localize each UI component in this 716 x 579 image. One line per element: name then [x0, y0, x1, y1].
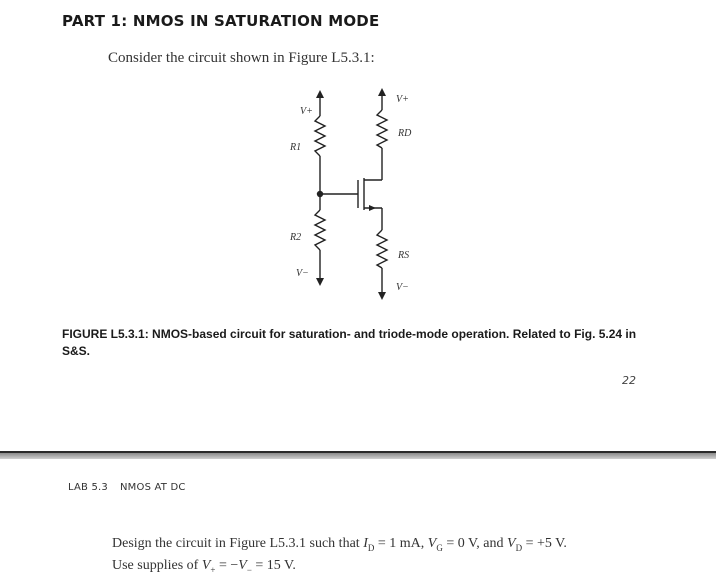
- r1-label: R1: [290, 142, 302, 153]
- design-line-1: Design the circuit in Figure L5.3.1 such that $I_D = 1$ mA, $V_G = 0$ V, and $V_D = +5$ V.: [112, 536, 567, 553]
- v-plus-label-left: V+: [300, 106, 313, 117]
- running-head: [68, 482, 186, 493]
- rs-label: RS: [398, 250, 410, 261]
- rd-label: RD: [398, 128, 412, 139]
- running-head-title: NMOS AT DC: [119, 482, 186, 493]
- section-heading: PART 1: NMOS IN SATURATION MODE: [62, 12, 380, 30]
- running-head-lab: LAB 5.3: [68, 482, 108, 493]
- r2-label: R2: [290, 232, 302, 243]
- design-instructions: [112, 535, 682, 579]
- page-gap-shadow: [0, 453, 716, 459]
- v-minus-label-left: V−: [296, 268, 309, 279]
- v-plus-label-right: V+: [396, 94, 409, 105]
- design-line-2: Use supplies of $V_+ = -V_- = 15$ V.: [112, 557, 296, 575]
- figure-caption-title: FIGURE L5.3.1:: [62, 327, 149, 341]
- nmos-circuit-diagram: [270, 82, 430, 302]
- page-number: 22: [622, 374, 636, 387]
- figure-caption-text: NMOS-based circuit for saturation- and triode-mode operation. Related to Fig. 5.24 in S&S.: [62, 327, 637, 358]
- figure-caption: [62, 326, 652, 360]
- v-minus-label-right: V−: [396, 282, 409, 293]
- intro-text: Consider the circuit shown in Figure L5.3.1:: [108, 50, 375, 66]
